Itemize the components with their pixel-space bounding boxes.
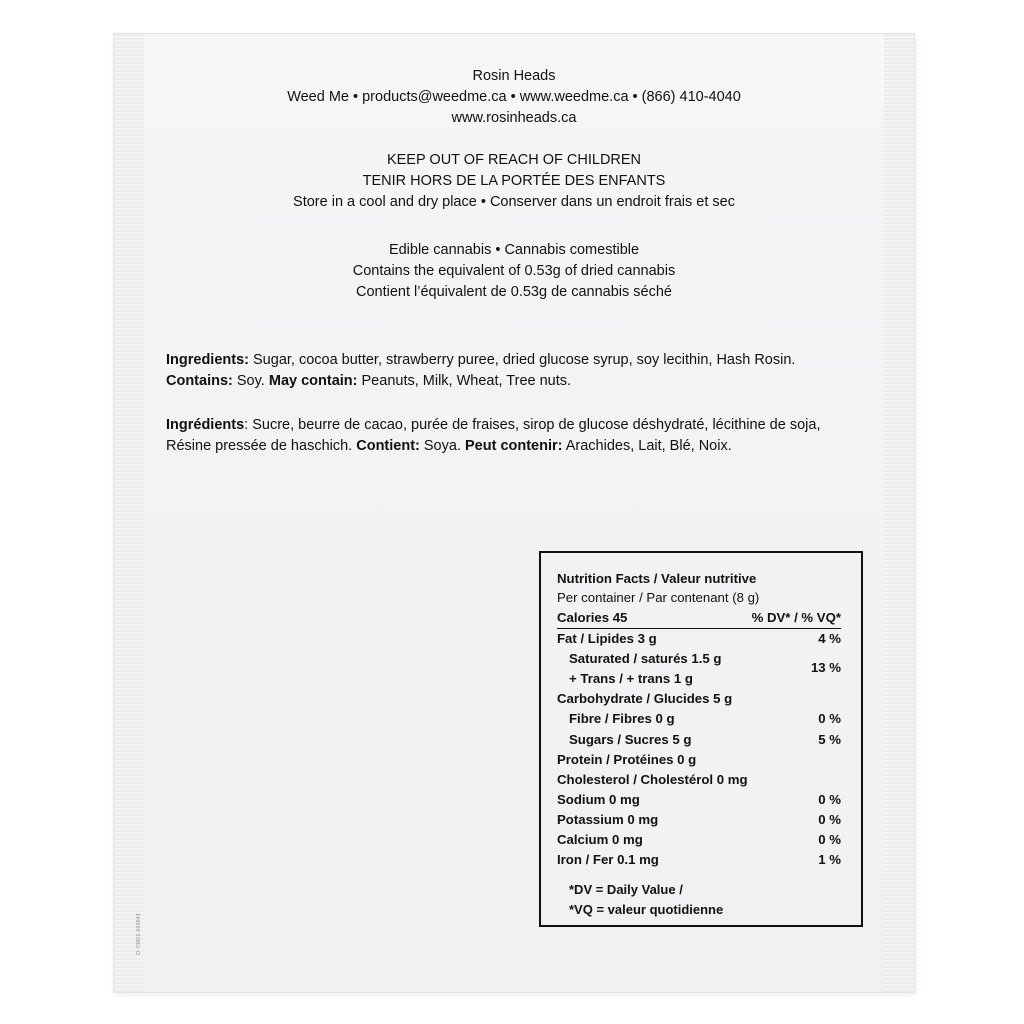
equivalent-en: Contains the equivalent of 0.53g of dried cannabis	[352, 263, 676, 279]
nutrient-label: Iron / Fer 0.1 mg	[557, 852, 659, 867]
nutrient-row-fibre	[557, 709, 841, 729]
website-url: www.rosinheads.ca	[451, 110, 577, 126]
nutrient-label: Protein / Protéines 0 g	[557, 752, 697, 767]
product-type: Edible cannabis • Cannabis comestible	[388, 242, 640, 258]
contains-fr-text: Soya.	[419, 438, 465, 454]
nutrient-label: Saturated / saturés 1.5 g	[569, 651, 722, 666]
dv-header: % DV* / % VQ*	[751, 610, 841, 625]
product-info-block	[114, 240, 914, 303]
nutrient-row-saturated-trans-dv	[557, 658, 841, 678]
nutrient-row-iron	[557, 850, 841, 870]
nutrient-label: Fat / Lipides 3 g	[557, 631, 657, 646]
nutrition-facts-table	[539, 551, 863, 927]
ingredients-fr-label: Ingrédients	[166, 417, 245, 433]
nutrient-row-potassium	[557, 810, 841, 830]
contact-line: Weed Me • products@weedme.ca • www.weedme.ca • (866) 410-4040	[287, 89, 741, 105]
contains-en-label: Contains:	[166, 373, 233, 389]
nutrient-label: Fibre / Fibres 0 g	[569, 711, 675, 726]
nutrient-row-fat	[557, 629, 841, 649]
may-contain-en-text: Peanuts, Milk, Wheat, Tree nuts.	[357, 373, 572, 389]
nutrient-dv: 13 %	[810, 660, 841, 675]
ingredients-en-text: Sugar, cocoa butter, strawberry puree, dried glucose syrup, soy lecithin, Hash Rosin.	[248, 352, 796, 368]
nutrient-row-carbohydrate	[557, 689, 841, 709]
footnote-vq: *VQ = valeur quotidienne	[569, 902, 724, 917]
nutrient-dv: 1 %	[818, 852, 841, 867]
may-contain-en-label: May contain:	[268, 373, 358, 389]
warnings-block	[114, 150, 914, 213]
calories-row	[557, 608, 841, 628]
nutrient-label: Cholesterol / Cholestérol 0 mg	[557, 772, 748, 787]
ingredients-en	[166, 350, 866, 392]
nutrient-label: + Trans / + trans 1 g	[569, 671, 693, 686]
serving-row	[557, 588, 841, 608]
nutrient-label: Carbohydrate / Glucides 5 g	[557, 691, 733, 706]
contains-en-text: Soy.	[232, 373, 269, 389]
nutrient-label: Potassium 0 mg	[557, 812, 659, 827]
contains-fr-label: Contient:	[356, 438, 420, 454]
ingredients-fr-text: : Sucre, beurre de cacao, purée de fraises, sirop de glucose déshydraté, lécithine de soja, Résine pressée de haschich.	[166, 417, 821, 454]
footnote-dv: *DV = Daily Value /	[569, 882, 683, 897]
nutrient-row-protein	[557, 750, 841, 770]
serving-size: Per container / Par contenant (8 g)	[557, 590, 760, 605]
nutrient-dv: 5 %	[818, 732, 841, 747]
nutrient-label: Calcium 0 mg	[557, 832, 643, 847]
calories-label: Calories 45	[557, 610, 628, 625]
brand-name: Rosin Heads	[472, 68, 556, 84]
ingredients-en-label: Ingredients:	[166, 352, 249, 368]
nutrient-dv: 0 %	[818, 812, 841, 827]
nutrient-label: Sugars / Sucres 5 g	[569, 732, 692, 747]
keep-out-warning-fr: TENIR HORS DE LA PORTÉE DES ENFANTS	[362, 173, 666, 189]
ingredients-fr	[166, 415, 866, 457]
nutrient-row-calcium	[557, 830, 841, 850]
nutrient-label: Sodium 0 mg	[557, 792, 640, 807]
nutrition-title: Nutrition Facts / Valeur nutritive	[557, 571, 757, 586]
nutrient-dv: 0 %	[818, 792, 841, 807]
storage-instructions: Store in a cool and dry place • Conserver dans un endroit frais et sec	[293, 194, 735, 210]
nutrition-title-row	[557, 569, 841, 589]
keep-out-warning-en: KEEP OUT OF REACH OF CHILDREN	[386, 152, 642, 168]
equivalent-fr: Contient l’équivalent de 0.53g de cannabis séché	[355, 284, 672, 300]
header-block	[114, 66, 914, 129]
may-contain-fr-label: Peut contenir:	[465, 438, 563, 454]
nutrient-dv: 0 %	[818, 832, 841, 847]
lot-code: O-70801-000943	[136, 912, 142, 955]
nutrient-row-cholesterol	[557, 770, 841, 790]
nutrient-row-sodium	[557, 790, 841, 810]
nutrient-dv: 0 %	[818, 711, 841, 726]
nutrient-dv: 4 %	[818, 631, 841, 646]
may-contain-fr-text: Arachides, Lait, Blé, Noix.	[562, 438, 732, 454]
nutrient-row-sugars	[557, 730, 841, 750]
